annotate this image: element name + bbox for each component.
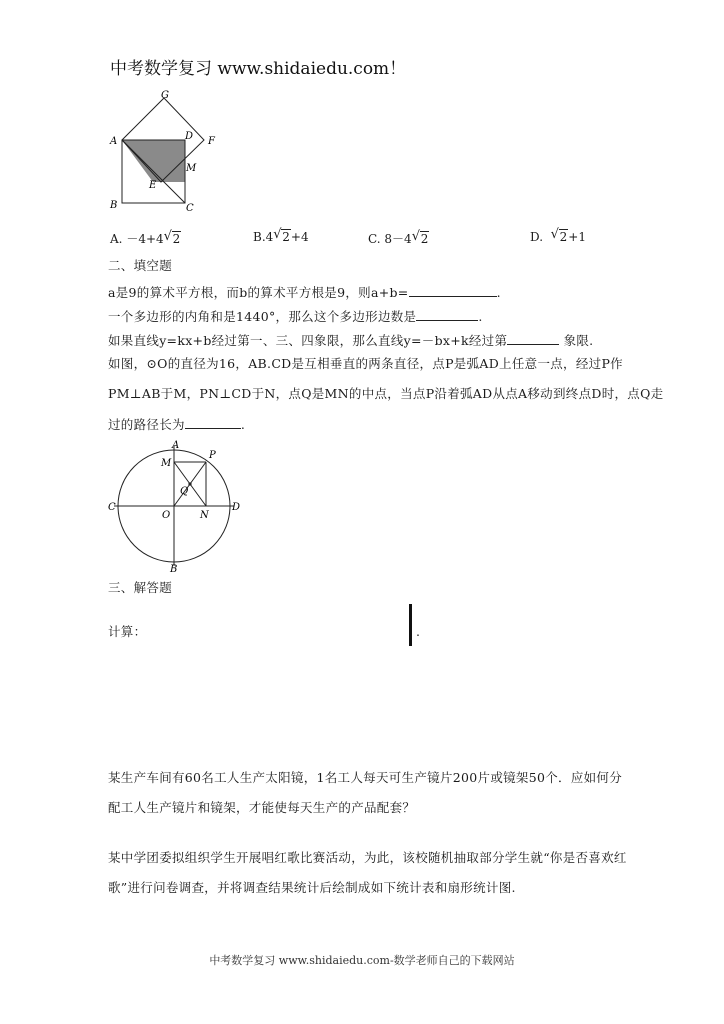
question-3	[108, 332, 593, 349]
question-2	[108, 308, 483, 325]
answer-blank	[507, 332, 559, 345]
question-1-end: .	[496, 285, 501, 300]
sqrt-icon: √	[550, 227, 559, 242]
question-3-end: 象限.	[563, 333, 594, 348]
label-e: E	[149, 180, 157, 191]
sqrt-icon: √	[411, 229, 420, 244]
problem-1-line-2: 配工人生产镜片和镜架，才能使每天生产的产品配套？	[108, 800, 416, 815]
option-b-prefix: 4	[265, 230, 274, 244]
label-a: A	[110, 136, 118, 147]
label-b: B	[110, 200, 118, 211]
option-c-prefix: 8－4	[384, 232, 412, 246]
option-a-prefix: －4+4	[126, 232, 164, 246]
option-a-letter: A.	[110, 232, 123, 246]
question-3-text: 如果直线y=kx+b经过第一、三、四象限，那么直线y=－bx+k经过第	[108, 333, 508, 348]
option-b	[253, 227, 309, 244]
label-d: D	[185, 131, 194, 142]
answer-blank	[185, 416, 241, 429]
answer-blank	[416, 308, 478, 321]
label-n: N	[200, 510, 209, 521]
geometry-figure-squares	[104, 84, 224, 216]
shaded-region	[122, 140, 185, 182]
section-title-fill-in: 二、填空题	[108, 258, 173, 273]
question-4-text: 过的路径长为	[108, 417, 185, 432]
label-a: A	[172, 440, 180, 451]
option-d-suffix: +1	[568, 230, 586, 244]
calc-end: .	[416, 624, 421, 639]
problem-2-line-1: 某中学团委拟组织学生开展唱红歌比赛活动，为此，该校随机抽取部分学生就“你是否喜欢红	[108, 850, 627, 865]
label-c: C	[108, 502, 116, 513]
option-b-radicand: 2	[282, 230, 290, 244]
label-p: P	[209, 450, 216, 461]
label-d: D	[232, 502, 241, 513]
question-4-line-2: PM⊥AB于M，PN⊥CD于N，点Q是MN的中点，当点P沿着弧AD从点A移动到终点D时，点Q走	[108, 386, 664, 401]
problem-2-line-2: 歌”进行问卷调查，并将调查结果统计后绘制成如下统计表和扇形统计图.	[108, 880, 516, 895]
question-1-text: a是9的算术平方根，而b的算术平方根是9，则a+b=	[108, 285, 409, 300]
option-c-letter: C.	[368, 232, 381, 246]
option-a	[110, 230, 181, 247]
option-c	[368, 230, 429, 247]
option-b-letter: B.	[253, 230, 266, 244]
option-a-radicand: 2	[172, 232, 181, 246]
question-4-line-1: 如图，⊙O的直径为16，AB.CD是互相垂直的两条直径，点P是弧AD上任意一点，经过P作	[108, 356, 623, 371]
label-c: C	[186, 203, 194, 214]
question-1	[108, 284, 501, 301]
option-b-suffix: +4	[290, 230, 309, 244]
calc-label: 计算：	[108, 624, 147, 639]
option-d-letter: D.	[530, 230, 544, 244]
label-o: O	[162, 510, 171, 521]
question-2-end: .	[478, 309, 483, 324]
label-m: M	[161, 458, 172, 469]
formula-placeholder-bar	[409, 604, 412, 646]
label-b: B	[170, 564, 178, 572]
section-title-solve: 三、解答题	[108, 580, 173, 595]
question-2-text: 一个多边形的内角和是1440°，那么这个多边形边数是	[108, 309, 417, 324]
label-f: F	[208, 136, 215, 147]
option-d-radicand: 2	[559, 230, 568, 244]
problem-1-line-1: 某生产车间有60名工人生产太阳镜，1名工人每天可生产镜片200片或镜架50个．应如何分	[108, 770, 623, 785]
label-g: G	[161, 90, 169, 101]
question-4-line-3	[108, 416, 245, 433]
point-q	[188, 482, 191, 485]
sqrt-icon: √	[163, 229, 172, 244]
page-footer: 中考数学复习 www.shidaiedu.com-数学老师自己的下载网站	[209, 954, 515, 967]
sqrt-icon: √	[273, 227, 282, 242]
answer-blank	[409, 284, 497, 297]
question-4-end: .	[240, 417, 246, 432]
option-d	[530, 227, 586, 244]
page-header: 中考数学复习 www.shidaiedu.com！	[110, 59, 407, 79]
geometry-figure-circle	[108, 438, 244, 572]
label-q: Q	[180, 486, 189, 497]
option-c-radicand: 2	[420, 232, 429, 246]
label-m: M	[186, 163, 197, 174]
